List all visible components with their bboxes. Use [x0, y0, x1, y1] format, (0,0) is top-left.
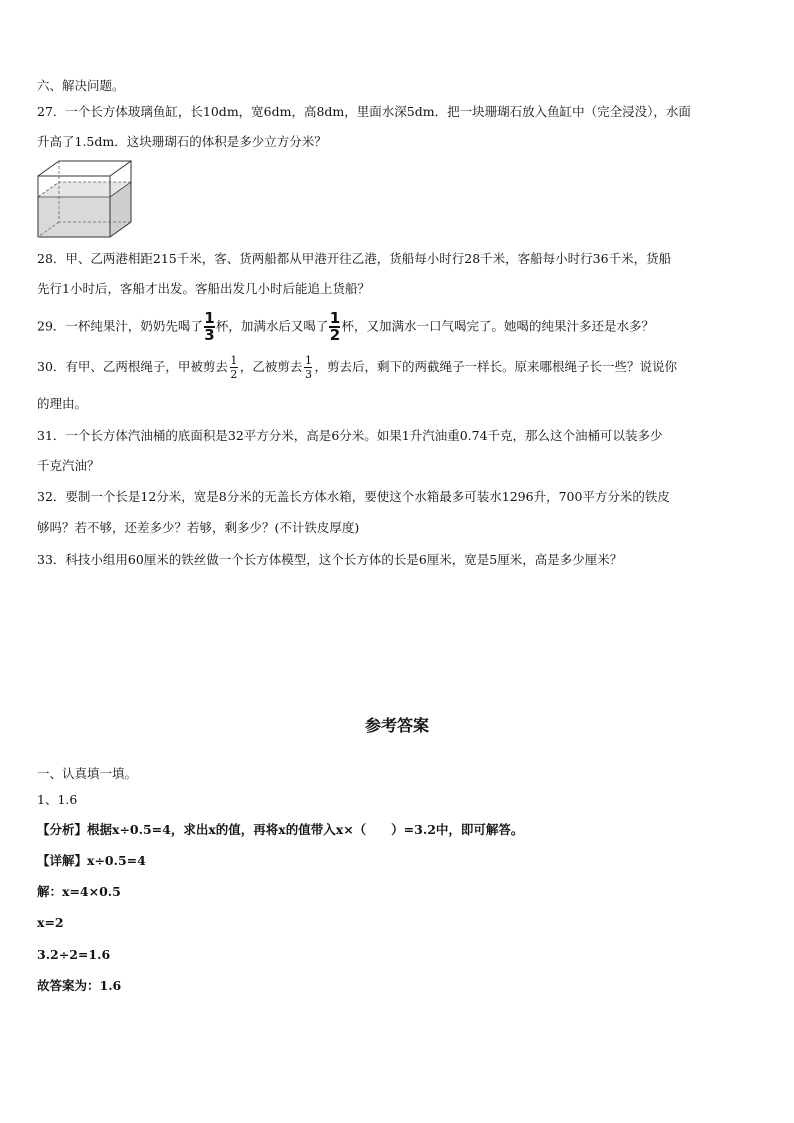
q30-fraction-one-third: [304, 355, 312, 380]
q33-line1: 33．科技小组用60厘米的铁丝做一个长方体模型，这个长方体的长是6厘米，宽是5厘米，高是多少厘米？: [37, 552, 623, 567]
q30-f1-numerator: 1: [230, 354, 238, 367]
q27-line1: 27．一个长方体玻璃鱼缸，长10dm，宽6dm，高8dm，里面水深5dm．把一块珊瑚石放入鱼缸中（完全浸没），水面: [37, 104, 691, 119]
q30-text-1: 30．有甲、乙两根绳子，甲被剪去: [37, 359, 228, 374]
fish-tank-diagram: [37, 160, 132, 240]
q29-line: [37, 309, 654, 344]
q32-line1: 32．要制一个长是12分米，宽是8分米的无盖长方体水箱，要使这个水箱最多可装水1296升，700平方分米的铁皮: [37, 489, 670, 504]
q30-f1-denominator: 2: [230, 368, 238, 381]
q29-f1-numerator: 1: [204, 309, 215, 327]
q28-line1: 28．甲、乙两港相距215千米，客、货两船都从甲港开往乙港，货船每小时行28千米，客船每小时行36千米，货船: [37, 251, 672, 266]
answer-section-one: 一、认真填一填。: [37, 766, 138, 781]
answer-1: 1、1.6: [37, 792, 78, 807]
q27-line2: 升高了1.5dm．这块珊瑚石的体积是多少立方分米？: [37, 134, 327, 149]
answer-key-title: 参考答案: [364, 716, 429, 735]
q32-line2: 够吗？若不够，还差多少？若够，剩多少？(不计铁皮厚度): [37, 520, 360, 535]
answer-1-step2: x=2: [37, 915, 64, 930]
q31-line1: 31．一个长方体汽油桶的底面积是32平方分米，高是6分米。如果1升汽油重0.74千克，那么这个油桶可以装多少: [37, 428, 663, 443]
q31-line2: 千克汽油？: [37, 458, 100, 473]
q29-f2-numerator: 1: [329, 309, 341, 327]
tank-water-front: [38, 197, 110, 237]
q29-f1-denominator: 3: [204, 326, 215, 344]
q29-f2-denominator: 2: [329, 326, 341, 344]
answer-1-conclusion: 故答案为：1.6: [37, 978, 122, 993]
tank-top-edges: [38, 161, 131, 176]
answer-1-step1: 解：x=4×0.5: [37, 884, 121, 899]
q30-line1: [37, 355, 677, 380]
q30-fraction-one-half: [230, 355, 238, 380]
q30-f2-numerator: 1: [304, 354, 312, 367]
answer-1-step3: 3.2÷2=1.6: [37, 947, 111, 962]
q30-text-2: ，乙被剪去: [239, 359, 303, 374]
q28-line2: 先行1小时后，客船才出发。客船出发几小时后能追上货船？: [37, 281, 370, 296]
q29-text-2: 杯，加满水后又喝了: [215, 318, 329, 334]
q29-fraction-one-third: [204, 309, 215, 344]
q29-fraction-one-half: [329, 309, 341, 344]
answer-1-analysis: 【分析】根据x÷0.5=4，求出x的值，再将x的值带入x×（ ）=3.2中，即可解答。: [37, 822, 524, 837]
q30-text-3: ，剪去后，剩下的两截绳子一样长。原来哪根绳子长一些？说说你: [314, 359, 677, 374]
q29-text-1: 29．一杯纯果汁，奶奶先喝了: [37, 318, 203, 334]
section-six-heading: 六、解决问题。: [37, 78, 125, 93]
q30-line2: 的理由。: [37, 396, 88, 411]
q29-text-3: 杯，又加满水一口气喝完了。她喝的纯果汁多还是水多？: [341, 318, 654, 334]
answer-1-detail: 【详解】x÷0.5=4: [37, 853, 146, 868]
q30-f2-denominator: 3: [304, 368, 312, 381]
